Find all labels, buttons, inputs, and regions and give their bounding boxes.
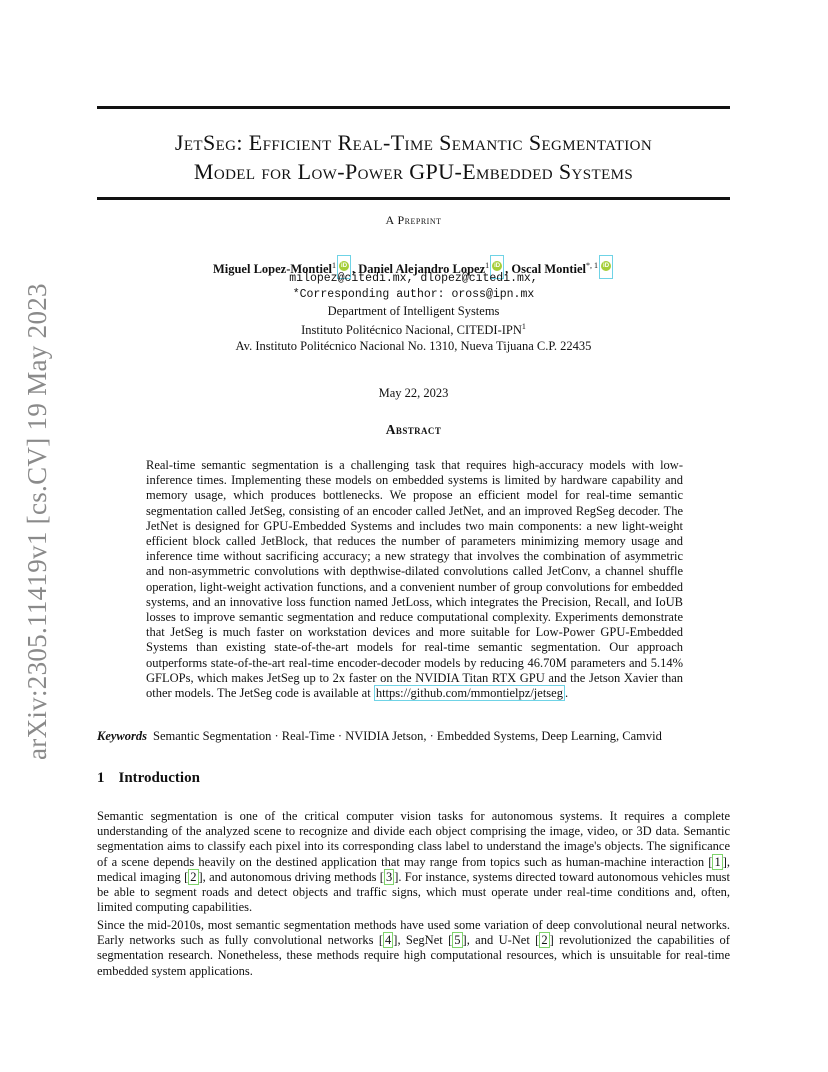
author-separator: , — [505, 262, 512, 276]
citation-link[interactable]: 4 — [385, 933, 392, 948]
paragraph-text: . For instance, systems directed toward autonomous vehicles must be able to segment roads and detect objects and traffic signs, which must operate under real-time conditions and, often, limited computing capabilities. — [97, 869, 731, 915]
paper-title — [97, 128, 730, 186]
abstract-heading: Abstract — [385, 422, 442, 437]
paragraph-text: , medical imaging — [97, 854, 730, 884]
keywords-list: Semantic Segmentation · Real-Time · NVIDIA Jetson, · Embedded Systems, Deep Learning, Camvid — [153, 729, 662, 743]
author-affil-sup: 1 — [332, 260, 337, 270]
keywords-label: Keywords — [97, 729, 147, 743]
paper-date: May 22, 2023 — [378, 386, 449, 400]
institute-sup: 1 — [521, 322, 526, 331]
section-title: Introduction — [118, 770, 200, 786]
author-affil-sup: 1 — [485, 260, 490, 270]
abstract-end: . — [564, 686, 569, 701]
paragraph-text: Semantic segmentation is one of the critical computer vision tasks for autonomous systems. It requires a complete understanding of the analyzed scene to recognize and divide each object comprising the image, video, or 3D data. Semantic segmentation aims to classify each pixel into its corresponding class label to understand the image's objects. The significance of a scene depends heavily on the destined application that may range from topics such as human-machine interaction — [97, 809, 730, 869]
author-affil-sup: *, 1 — [586, 260, 599, 270]
section-heading — [97, 770, 730, 787]
author-separator: , — [352, 262, 359, 276]
orcid-icon: iD — [494, 263, 501, 269]
title-bottom-rule — [97, 197, 730, 200]
author-name: Oscal Montiel — [511, 262, 587, 276]
intro-paragraph-1: Semantic segmentation is one of the critical computer vision tasks for autonomous systems. It requires a complete understanding of the analyzed scene to recognize and divide each object comprising the image, video, or 3D data. Semantic segmentation aims to classify each pixel into its corresponding class label to understand the image's objects. The significance of a scene depends heavily on the destined application that may range from topics such as human-machine interaction [ 1 ], medical imaging [ 2 ], and autonomous driving methods [ 3 ]. For instance, systems directed toward autonomous vehicles must be able to segment roads and detect objects and traffic signs, which must operate under real-time conditions and, often, limited computing capabilities. — [97, 809, 731, 915]
citation-link[interactable]: 2 — [541, 933, 548, 948]
citation-link[interactable]: 2 — [190, 869, 197, 884]
code-repository-link[interactable]: https://github.com/mmontielpz/jetseg — [375, 686, 563, 701]
abstract-body: Real-time semantic segmentation is a challenging task that requires high-accuracy models with low-inference times. Implementing these models on embedded systems is limited by hardware capability and memory usage, which produces bottlenecks. We propose an efficient model for real-time semantic segmentation called JetSeg, consisting of an encoder called JetNet, and an improved RegSeg decoder. The JetNet is designed for GPU-Embedded Systems and includes two main components: a new light-weight efficient block called JetBlock, that reduces the number of parameters minimizing memory usage and inference time without sacrificing accuracy; a new strategy that involves the combination of asymmetric and non-asymmetric convolutions with depthwise-dilated convolutions called JetConv, a channel shuffle operation, light-weight activation functions, and a convenient number of group convolutions for embedded systems, and an innovative loss function named JetLoss, which integrates the Precision, Recall, and IoUB losses to improve semantic segmentation and reduce computational complexity. Experiments demonstrate that JetSeg is much faster on workstation devices and more suitable for Low-Power GPU-Embedded Systems than existing state-of-the-art models for real-time semantic segmentation. Our approach outperforms state-of-the-art real-time encoder-decoder models by reducing 46.70M parameters and 5.14% GFLOPs, which makes JetSeg up to 2x faster on the NVIDIA Titan RTX GPU and the Jetson Xavier than other models. The JetSeg code is available at — [146, 458, 683, 701]
paragraph-text: , SegNet — [397, 933, 449, 948]
address: Av. Instituto Politécnico Nacional No. 1310, Nueva Tijuana C.P. 22435 — [235, 339, 592, 354]
keywords-line — [97, 729, 730, 744]
affiliation-block — [97, 271, 730, 354]
abstract-text — [146, 458, 683, 701]
arxiv-identifier-stamp: arXiv:2305.11419v1 [cs.CV] 19 May 2023 — [22, 283, 52, 760]
author-emails: milopez@citedi.mx, dlopez@citedi.mx, — [289, 272, 538, 285]
institute-line — [97, 319, 730, 338]
corresponding-author: *Corresponding author: oross@ipn.mx — [292, 288, 535, 301]
paragraph-text: , and U-Net — [466, 933, 536, 948]
author-name: Daniel Alejandro Lopez — [358, 262, 486, 276]
citation-link[interactable]: 1 — [714, 854, 721, 869]
institute: Instituto Politécnico Nacional, CITEDI-IPN — [301, 323, 522, 338]
paragraph-text: revolutionized the capabilities of segmentation research. Nonetheless, these methods require high computational resources, which is unsuitable for real-time embedded system applications. — [97, 933, 730, 978]
author-name: Miguel Lopez-Montiel — [212, 262, 333, 276]
paragraph-text: Since the mid-2010s, most semantic segmentation methods have used some variation of deep convolutional neural networks. Early networks such as fully convolutional networks — [97, 918, 730, 948]
department: Department of Intelligent Systems — [327, 304, 500, 318]
section-number: 1 — [97, 770, 105, 786]
paragraph-text: , and autonomous driving methods — [202, 869, 380, 884]
title-top-rule — [97, 106, 730, 109]
orcid-icon: iD — [341, 263, 348, 269]
citation-link[interactable]: 3 — [385, 869, 393, 884]
intro-paragraph-2: Since the mid-2010s, most semantic segmentation methods have used some variation of deep convolutional neural networks. Early networks such as fully convolutional networks [ 4 ], SegNet [ 5 ], and U-Net [ 2 ] revolutionized the capabilities of segmentation research. Nonetheless, these methods require high computational resources, which is unsuitable for real-time embedded system applications. — [97, 918, 730, 978]
preprint-label: A Preprint — [385, 213, 442, 227]
citation-link[interactable]: 5 — [454, 933, 461, 948]
title-line-2: Model for Low-Power GPU-Embedded Systems — [193, 159, 634, 184]
title-line-1: JetSeg: Efficient Real-Time Semantic Segmentation — [174, 130, 653, 155]
orcid-icon: iD — [603, 263, 610, 269]
